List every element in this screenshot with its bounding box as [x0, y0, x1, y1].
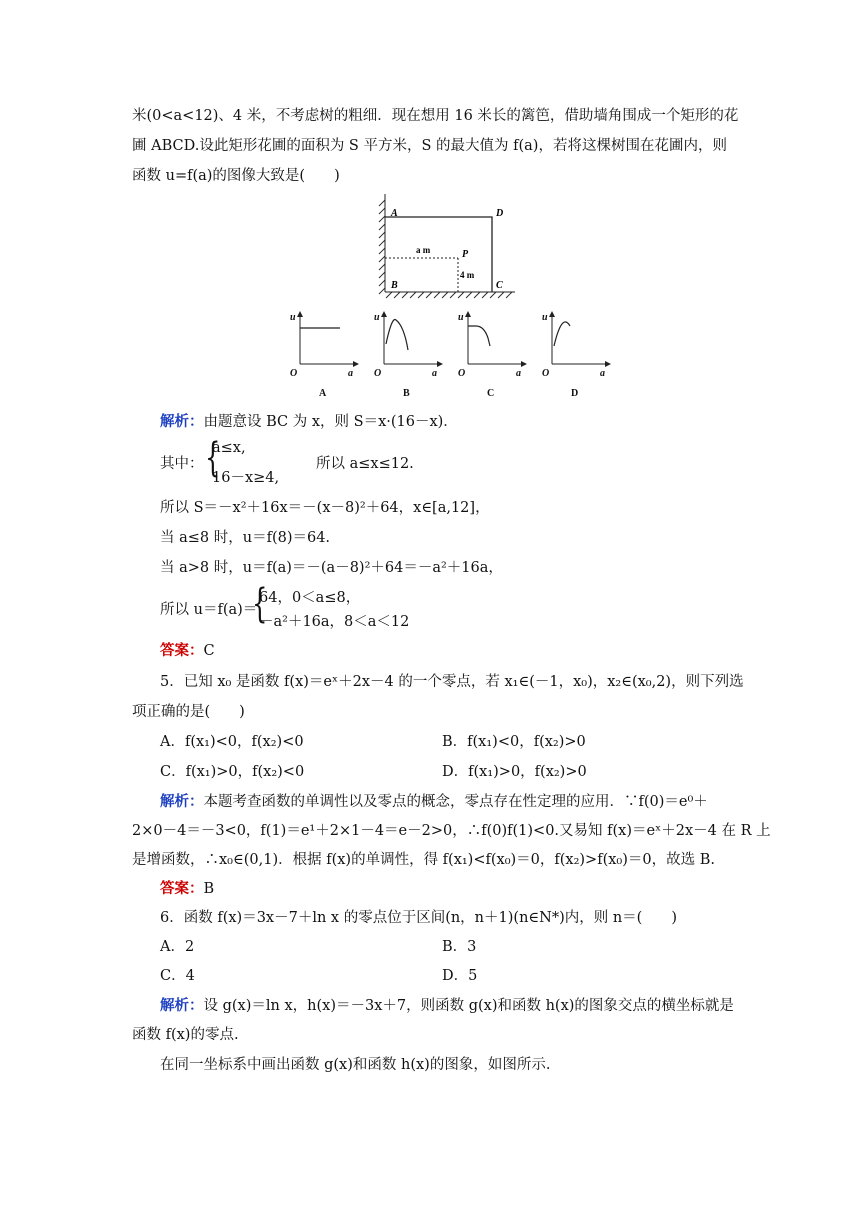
graphD-a-label: a — [600, 368, 605, 379]
problem6-line1: 6．函数 f(x)＝3x－7＋ln x 的零点位于区间(n，n＋1)(n∈N*)内，则 n＝( ) — [160, 910, 677, 926]
problem6-option-d: D．5 — [442, 968, 478, 984]
problem5-option-b: B．f(x₁)<0，f(x₂)>0 — [442, 734, 586, 750]
solution6-line1: 解析：设 g(x)＝ln x，h(x)＝－3x＋7，则函数 g(x)和函数 h(x)的图象交点的横坐标就是 — [160, 997, 734, 1014]
option-graphs — [282, 306, 618, 400]
solution6-line3: 在同一坐标系中画出函数 g(x)和函数 h(x)的图象，如图所示. — [160, 1057, 551, 1073]
graphB-a-label: a — [432, 368, 437, 379]
graphA-a-label: a — [348, 368, 353, 379]
problem4-line2: 圃 ABCD.设此矩形花圃的面积为 S 平方米，S 的最大值为 f(a)，若将这棵树围在花圃内，则 — [132, 138, 727, 154]
solution6-line2: 函数 f(x)的零点. — [132, 1027, 239, 1043]
graphB-origin: O — [374, 368, 382, 379]
label-C: C — [496, 280, 503, 291]
solution4-condition-bottom: 16－x≥4, — [212, 470, 280, 486]
answer4-value: C — [203, 643, 215, 659]
graph-label-B: B — [403, 388, 410, 399]
graphC-origin: O — [458, 368, 466, 379]
label-a-m: a m — [416, 245, 431, 255]
graphD-origin: O — [542, 368, 550, 379]
problem4-line1: 米(0<a<12)、4 米，不考虑树的粗细．现在想用 16 米长的篱笆，借助墙角围成一个矩形的花 — [132, 108, 739, 124]
solution4-piecewise-bottom: －a²＋16a，8＜a＜12 — [259, 614, 410, 630]
solution5-tag: 解析： — [160, 793, 204, 810]
graphA-u-label: u — [290, 312, 296, 323]
graphD-u-label: u — [542, 312, 548, 323]
graphB-u-label: u — [374, 312, 380, 323]
solution4-piecewise-top: 64，0＜a≤8， — [259, 590, 361, 606]
solution5-line3: 是增函数，∴x₀∈(0,1)．根据 f(x)的单调性，得 f(x₁)<f(x₀)＝0，f(x₂)>f(x₀)＝0，故选 B. — [132, 852, 715, 868]
label-B: B — [391, 280, 398, 291]
solution4-condition-top: a≤x, — [212, 440, 246, 456]
graphA-origin: O — [290, 368, 298, 379]
answer4-tag: 答案： — [160, 642, 204, 659]
answer5-tag: 答案： — [160, 880, 204, 897]
solution4-line4: 当 a≤8 时，u＝f(8)＝64. — [160, 530, 331, 546]
problem6-option-c: C．4 — [160, 968, 195, 984]
problem5-line2: 项正确的是( ) — [132, 704, 245, 720]
label-4-m: 4 m — [460, 270, 475, 280]
solution5-line2: 2×0－4＝－3<0，f(1)＝e¹＋2×1－4＝e－2>0，∴f(0)f(1)<0.又易知 f(x)＝eˣ＋2x－4 在 R 上 — [132, 823, 771, 839]
brace-icon: { — [252, 581, 268, 627]
problem5-option-c: C．f(x₁)>0，f(x₂)<0 — [160, 764, 305, 780]
solution4-condition-prefix: 其中： — [160, 456, 204, 472]
answer4 — [160, 639, 215, 660]
problem6-option-a: A．2 — [160, 939, 195, 955]
graph-label-D: D — [571, 388, 579, 399]
graph-label-C: C — [487, 388, 495, 399]
label-D: D — [496, 208, 504, 219]
label-A: A — [391, 208, 398, 219]
brace-icon: { — [205, 435, 221, 481]
solution4-piecewise-prefix: 所以 u＝f(a)＝ — [160, 602, 258, 618]
answer5-value: B — [203, 881, 215, 897]
graph-label-A: A — [319, 388, 327, 399]
solution4-line3: 所以 S＝－x²＋16x＝－(x－8)²＋64，x∈[a,12]， — [160, 500, 490, 516]
garden-figure — [370, 192, 530, 300]
problem5-option-d: D．f(x₁)>0，f(x₂)>0 — [442, 764, 587, 780]
answer5 — [160, 877, 214, 898]
solution4-condition-result: 所以 a≤x≤12. — [316, 456, 414, 472]
problem4-line3: 函数 u=f(a)的图像大致是( ) — [132, 168, 340, 184]
solution5-line1: 解析：本题考查函数的单调性以及零点的概念，零点存在性定理的应用．∵f(0)＝e⁰＋ — [160, 793, 708, 810]
solution4-line1: 解析：由题意设 BC 为 x，则 S＝x·(16－x)． — [160, 413, 458, 430]
solution4-line5: 当 a>8 时，u＝f(a)＝－(a－8)²＋64＝－a²＋16a， — [160, 560, 503, 576]
graphC-u-label: u — [458, 312, 464, 323]
solution6-tag: 解析： — [160, 997, 204, 1014]
label-P: P — [462, 249, 469, 260]
problem5-line1: 5．已知 x₀ 是函数 f(x)＝eˣ＋2x－4 的一个零点，若 x₁∈(－1，x₀)，x₂∈(x₀,2)，则下列选 — [160, 674, 744, 690]
problem6-option-b: B．3 — [442, 939, 477, 955]
graphC-a-label: a — [516, 368, 521, 379]
problem5-option-a: A．f(x₁)<0，f(x₂)<0 — [160, 734, 304, 750]
solution4-tag: 解析： — [160, 413, 204, 430]
